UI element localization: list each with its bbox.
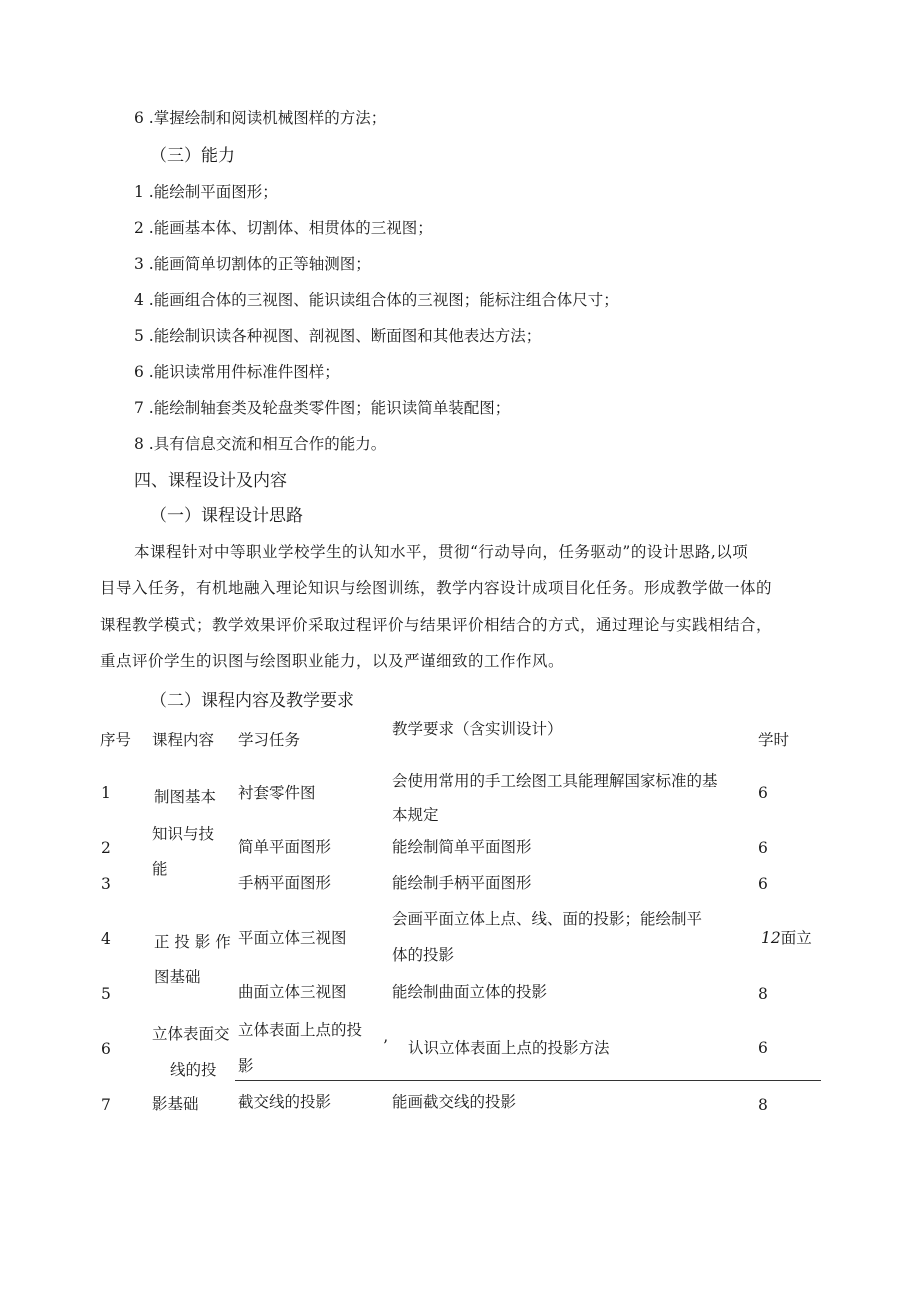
ability-item-1: 1 .能绘制平面图形； xyxy=(134,183,278,201)
row-1-task: 衬套零件图 xyxy=(238,784,316,802)
row-7-no: 7 xyxy=(101,1096,111,1114)
ability-item-6: 6 .能识读常用件标准件图样； xyxy=(134,363,340,381)
table-rule xyxy=(235,1080,821,1081)
row-2-no: 2 xyxy=(101,839,111,857)
paragraph-line-1: 本课程针对中等职业学校学生的认知水平，贯彻“行动导向，任务驱动”的设计思路,以项 xyxy=(134,543,749,561)
row-6-hours: 6 xyxy=(758,1039,768,1057)
row-4-task: 平面立体三视图 xyxy=(238,929,347,947)
row-1-req-line-2: 本规定 xyxy=(392,806,439,824)
group-label-1-line-1: 制图基本 xyxy=(154,788,217,806)
subsection-heading-design: （一）课程设计思路 xyxy=(150,506,303,526)
group-label-3-line-3: 影基础 xyxy=(152,1095,199,1113)
group-label-2-line-2: 图基础 xyxy=(154,968,201,986)
group-label-1-line-2: 知识与技 xyxy=(152,825,215,843)
row-7-req: 能画截交线的投影 xyxy=(392,1093,517,1111)
group-label-2-line-1: 正 投 影 作 xyxy=(154,933,231,951)
ability-item-4: 4 .能画组合体的三视图、能识读组合体的三视图；能标注组合体尺寸； xyxy=(134,291,619,309)
row-4-hours xyxy=(761,928,812,948)
row-1-hours: 6 xyxy=(758,784,768,802)
ability-item-7: 7 .能绘制轴套类及轮盘类零件图；能识读简单装配图； xyxy=(134,399,511,417)
group-label-3-line-2: 线的投 xyxy=(170,1061,217,1079)
subsection-heading-content: （二）课程内容及教学要求 xyxy=(150,691,354,711)
col-header-no: 序号 xyxy=(100,731,132,749)
paragraph-line-3: 课程教学模式；教学效果评价采取过程评价与结果评价相结合的方式，通过理论与实践相结合， xyxy=(100,616,773,634)
ability-item-3: 3 .能画简单切割体的正等轴测图； xyxy=(134,255,371,273)
row-4-no: 4 xyxy=(101,930,111,948)
row-7-task: 截交线的投影 xyxy=(238,1093,332,1111)
row-6-task-line-1: 立体表面上点的投 xyxy=(238,1021,363,1039)
group-label-3-line-1: 立体表面交 xyxy=(152,1025,230,1043)
row-5-req: 能绘制曲面立体的投影 xyxy=(392,983,548,1001)
row-3-no: 3 xyxy=(101,875,111,893)
ability-item-5: 5 .能绘制识读各种视图、剖视图、断面图和其他表达方法； xyxy=(134,327,542,345)
row-6-task-line-2: 影 xyxy=(238,1057,254,1075)
row-4-req-line-1: 会画平面立体上点、线、面的投影；能绘制平 xyxy=(392,910,703,928)
row-5-hours: 8 xyxy=(758,985,768,1003)
row-3-hours: 6 xyxy=(758,875,768,893)
row-7-hours: 8 xyxy=(758,1096,768,1114)
col-header-content: 课程内容 xyxy=(152,731,215,749)
col-header-task: 学习任务 xyxy=(238,731,301,749)
row-6-no: 6 xyxy=(101,1040,111,1058)
row-6-req: 认识立体表面上点的投影方法 xyxy=(408,1039,610,1057)
row-4-hours-suffix: 面立 xyxy=(780,929,812,947)
row-3-task: 手柄平面图形 xyxy=(238,874,332,892)
ability-item-2: 2 .能画基本体、切割体、相贯体的三视图； xyxy=(134,219,433,237)
row-6-req-mark: ’ xyxy=(383,1037,388,1055)
ability-item-8: 8 .具有信息交流和相互合作的能力。 xyxy=(134,435,387,453)
row-2-task: 简单平面图形 xyxy=(238,838,332,856)
ability-heading: （三）能力 xyxy=(150,146,235,166)
row-3-req: 能绘制手柄平面图形 xyxy=(392,874,532,892)
knowledge-item-6: 6 .掌握绘制和阅读机械图样的方法； xyxy=(134,109,387,127)
paragraph-line-2: 目导入任务，有机地融入理论知识与绘图训练，教学内容设计成项目化任务。形成教学做一体的 xyxy=(100,579,773,597)
row-4-req-line-2: 体的投影 xyxy=(392,946,455,964)
row-5-task: 曲面立体三视图 xyxy=(238,983,347,1001)
row-2-hours: 6 xyxy=(758,839,768,857)
group-label-1-line-3: 能 xyxy=(152,860,168,878)
row-5-no: 5 xyxy=(101,985,111,1003)
row-2-req: 能绘制简单平面图形 xyxy=(392,838,532,856)
row-1-no: 1 xyxy=(101,784,111,802)
row-4-hours-number: 12 xyxy=(761,929,781,947)
col-header-hours: 学时 xyxy=(758,731,790,749)
section-heading: 四、课程设计及内容 xyxy=(134,471,287,491)
col-header-req: 教学要求（含实训设计） xyxy=(392,720,563,738)
row-1-req-line-1: 会使用常用的手工绘图工具能理解国家标准的基 xyxy=(392,772,718,790)
paragraph-line-4: 重点评价学生的识图与绘图职业能力，以及严谨细致的工作作风。 xyxy=(100,652,565,670)
